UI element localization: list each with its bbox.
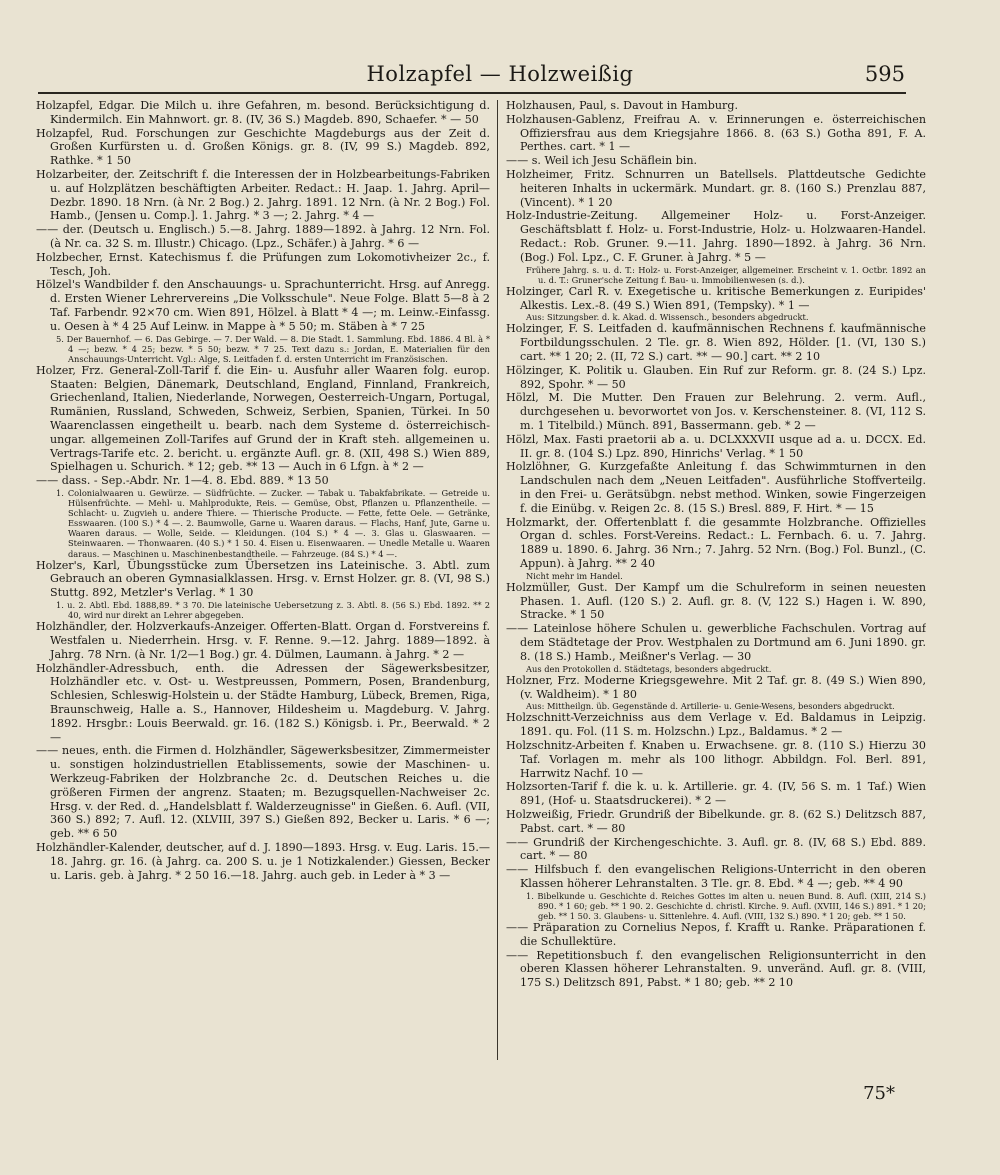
bibliography-entry: Hölzl, Max. Fasti praetorii ab a. u. DCLXXXVII usque ad a. u. DCCX. Ed. II. gr. 8. (104 S.) Lpz. 890, Hinrichs' Verlag. * 1 50 (506, 432, 926, 460)
left-column (36, 99, 490, 882)
bibliography-entry: —— neues, enth. die Firmen d. Holzhändler, Sägewerksbesitzer, Zimmermeister u. sonstigen holzindustriellen Etablissements, sowie der Maschinen- u. Werkzeug-Fabriken der Holzbranche 2c. d. Deutschen Reiches u. die größeren Firmen der angrenz. Staaten; m. Bezugsquellen-Nachweiser 2c. Hrsg. v. der Red. d. „Handelsblatt f. Walderzeugnisse" in Gießen. 6. Aufl. (VII, 360 S.) 892; 7. Aufl. 12. (XLVIII, 397 S.) Gießen 892, Becker u. Laris. * 6 —; geb. ** 6 50 (36, 744, 490, 841)
bibliography-entry: Holzhändler, der. Holzverkaufs-Anzeiger. Offerten-Blatt. Organ d. Forstvereins f. Westfalen u. Niederrhein. Hrsg. v. F. Renne. 9.—12. Jahrg. 1889—1892. à Jahrg. 78 Nrn. (à Nr. 1/2—1 Bog.) gr. 4. Dülmen, Laumann. à Jahrg. * 2 — (36, 620, 490, 661)
bibliography-entry: Holzhändler-Adressbuch, enth. die Adressen der Sägewerksbesitzer, Holzhändler etc. v. Ost- u. Westpreussen, Pommern, Posen, Brandenburg, Schlesien, Schleswig-Holstein u. der Städte Hamburg, Lübeck, Bremen, Riga, Braunschweig, Halle a. S., Hannover, Hildesheim u. Magdeburg. V. Jahrg. 1892. Hrsgbr.: Louis Beerwald. gr. 16. (182 S.) Königsb. i. Pr., Beerwald. * 2 — (36, 661, 490, 744)
bibliography-entry: —— dass. - Sep.-Abdr. Nr. 1—4. 8. Ebd. 889. * 13 50 (36, 474, 329, 488)
bibliography-entry: Holz-Industrie-Zeitung. Allgemeiner Holz- u. Forst-Anzeiger. Geschäftsblatt f. Holz- u. Forst-Industrie, Holz- u. Holzwaaren-Handel. Redact.: Rob. Gruner. 9.—11. Jahrg. 1890—1892. à Jahrg. 36 Nrn. (Bog.) Fol. Lpz., C. F. Gruner. à Jahrg. * 5 — (506, 209, 926, 264)
header-rule (38, 92, 906, 94)
entry-note: Aus den Protokollen d. Städtetags, besonders abgedruckt. (526, 663, 772, 674)
bibliography-entry: Hölzl, M. Die Mutter. Den Frauen zur Belehrung. 2. verm. Aufl., durchgesehen u. bevorwortet von Jos. v. Kerschensteiner. 8. (VI, 112 S. m. 1 Titelbild.) Münch. 891, Bassermann. geb. * 2 — (506, 391, 926, 433)
bibliography-entry: Holzlöhner, G. Kurzgefaßte Anleitung f. das Schwimmturnen in den Landschulen nach dem „Neuen Leitfaden". Ausführliche Stoffverteilg. in den Frei- u. Gerätsübgn. nebst method. Winken, sowie Fingerzeigen f. die Einübg. v. Reigen 2c. 8. (15 S.) Bresl. 889, F. Hirt. * — 15 (506, 460, 926, 515)
bibliography-entry: Holzer's, Karl, Übungsstücke zum Übersetzen ins Lateinische. 3. Abtl. zum Gebrauch an oberen Gymnasialklassen. Hrsg. v. Ernst Holzer. gr. 8. (VI, 98 S.) Stuttg. 892, Metzler's Verlag. * 1 30 (36, 558, 490, 600)
bibliography-entry: Holzmarkt, der. Offertenblatt f. die gesammte Holzbranche. Offizielles Organ d. schles. Forst-Vereins. Redact.: L. Fernbach. 6. u. 7. Jahrg. 1889 u. 1890. 6. Jahrg. 36 Nrn.; 7. Jahrg. 52 Nrn. (Bog.) Fol. Bunzl., (C. Appun). à Jahrg. ** 2 40 (506, 515, 926, 570)
bibliography-entry: —— der. (Deutsch u. Englisch.) 5.—8. Jahrg. 1889—1892. à Jahrg. 12 Nrn. Fol. (à Nr. ca. 32 S. m. Illustr.) Chicago. (Lpz., Schäfer.) à Jahrg. * 6 — (36, 223, 490, 250)
bibliography-entry: —— Repetitionsbuch f. den evangelischen Religionsunterricht in den oberen Klassen höherer Lehranstalten. 9. unveränd. Aufl. gr. 8. (VIII, 175 S.) Delitzsch 891, Pabst. * 1 80; geb. ** 2 10 (506, 948, 926, 990)
bibliography-entry: Holzapfel, Rud. Forschungen zur Geschichte Magdeburgs aus der Zeit d. Großen Kurfürsten u. d. Großen Königs. gr. 8. (IV, 99 S.) Magdeb. 892, Rathke. * 1 50 (36, 126, 490, 168)
bibliography-entry: Holzhändler-Kalender, deutscher, auf d. J. 1890—1893. Hrsg. v. Eug. Laris. 15.—18. Jahrg. gr. 16. (à Jahrg. ca. 200 S. u. je 1 Notizkalender.) Giessen, Becker u. Laris. geb. à Jahrg. * 2 50 16.—18. Jahrg. auch geb. in Leder à * 3 — (36, 840, 490, 882)
bibliography-entry: —— Präparation zu Cornelius Nepos, f. Krafft u. Ranke. Präparationen f. die Schullektüre. (506, 921, 926, 948)
bibliography-entry: Holzmüller, Gust. Der Kampf um die Schulreform in seinen neuesten Phasen. 1. Aufl. (120 S.) 2. Aufl. gr. 8. (V, 122 S.) Hagen i. W. 890, Stracke. * 1 50 (506, 580, 926, 622)
entry-note: Aus: Sitzungsber. d. k. Akad. d. Wissensch., besonders abgedruckt. (526, 312, 809, 323)
bibliography-entry: Holzinger, F. S. Leitfaden d. kaufmännischen Rechnens f. kaufmännische Fortbildungsschulen. 2 Tle. gr. 8. Wien 892, Hölder. [1. (VI, 130 S.) cart. ** 1 20; 2. (II, 72 S.) cart. ** — 90.] cart. ** 2 10 (506, 322, 926, 364)
bibliography-entry: Holzweißig, Friedr. Grundriß der Bibelkunde. gr. 8. (62 S.) Delitzsch 887, Pabst. cart. * — 80 (506, 808, 926, 835)
bibliography-entry: Holzbecher, Ernst. Katechismus f. die Prüfungen zum Lokomotivheizer 2c., f. Tesch, Joh. (36, 250, 490, 278)
bibliography-entry: Hölzel's Wandbilder f. den Anschauungs- u. Sprachunterricht. Hrsg. auf Anregg. d. Ersten Wiener Lehrervereins „Die Volksschule". Neue Folge. Blatt 5—8 à 2 Taf. Farbendr. 92×70 cm. Wien 891, Hölzel. à Blatt * 4 —; m. Leinw.-Einfassg. u. Oesen à * 4 25 Auf Leinw. in Mappe à * 5 50; m. Stäben à * 7 25 (36, 278, 490, 333)
entry-note: 1. Bibelkunde u. Geschichte d. Reiches Gottes im alten u. neuen Bund. 8. Aufl. (XIII, 214 S.) 890. * 1 60; geb. ** 1 90. 2. Geschichte d. christl. Kirche. 9. Aufl. (XVIII, 146 S.) 891. * 1 20; geb. ** 1 50. 3. Glaubens- u. Sittenlehre. 4. Aufl. (VIII, 132 S.) 890. * 1 20; geb. ** 1 50. (526, 890, 926, 921)
bibliography-entry: Holzner, Frz. Moderne Kriegsgewehre. Mit 2 Taf. gr. 8. (49 S.) Wien 890, (v. Waldheim). * 1 80 (506, 673, 926, 701)
column-divider (497, 100, 498, 1060)
signature-mark: 75* (863, 1083, 895, 1104)
bibliography-entry: Holzinger, Carl R. v. Exegetische u. kritische Bemerkungen z. Euripides' Alkestis. Lex.-8. (49 S.) Wien 891, (Tempsky). * 1 — (506, 284, 926, 312)
bibliography-entry: Holzer, Frz. General-Zoll-Tarif f. die Ein- u. Ausfuhr aller Waaren folg. europ. Staaten: Belgien, Dänemark, Deutschland, England, Finnland, Frankreich, Griechenland, Italien, Niederlande, Norwegen, Oesterreich-Ungarn, Portugal, Rumänien, Russland, Schweden, Schweiz, Serbien, Spanien, Türkei. In 50 Waarenclassen eingetheilt u. bearb. nach dem Systeme d. österreichisch-ungar. allgemeinen Zoll-Tarifes auf Grund der in Kraft steh. allgemeinen u. Vertrags-Tarife etc. 2. bericht. u. ergänzte Aufl. gr. 8. (XII, 498 S.) Wien 889, Spielhagen u. Schurich. * 12; geb. ** 13 — Auch in 6 Lfgn. à * 2 — (36, 363, 490, 474)
entry-note: 1. Colonialwaaren u. Gewürze. — Südfrüchte. — Zucker. — Tabak u. Tabakfabrikate. — Getreide u. Hülsenfrüchte. — Mehl- u. Mahlprodukte, Reis. — Gemüse, Obst, Pflanzen u. Pflanzentheile. — Schlacht- u. Zugvieh u. andere Thiere. — Thierische Producte. — Fette, fette Oele. — Getränke, Esswaaren. (100 S.) * 4 —. 2. Baumwolle, Garne u. Waaren daraus. — Flachs, Hanf, Jute, Garne u. Waaren daraus. — Wolle, Seide. — Kleidungen. (104 S.) * 4 —. 3. Glas u. Glaswaaren. — Steinwaaren. — Thonwaaren. (40 S.) * 1 50. 4. Eisen u. Eisenwaaren. — Unedle Metalle u. Waaren daraus. — Maschinen u. Maschinenbestandtheile. — Fahrzeuge. (84 S.) * 4 —. (56, 488, 490, 559)
entry-note: Aus: Mittheilgn. üb. Gegenstände d. Artillerie- u. Genie-Wesens, besonders abgedruckt. (526, 701, 895, 712)
bibliography-entry: Holzapfel, Edgar. Die Milch u. ihre Gefahren, m. besond. Berücksichtigung d. Kindermilch. Ein Mahnwort. gr. 8. (IV, 36 S.) Magdeb. 890, Schaefer. * — 50 (36, 99, 490, 126)
bibliography-entry: Holzsorten-Tarif f. die k. u. k. Artillerie. gr. 4. (IV, 56 S. m. 1 Taf.) Wien 891, (Hof- u. Staatsdruckerei). * 2 — (506, 780, 926, 808)
entry-note: Frühere Jahrg. s. u. d. T.: Holz- u. Forst-Anzeiger, allgemeiner. Erscheint v. 1. Octbr. 1892 an u. d. T.: Gruner'sche Zeitung f. Bau- u. Immobilienwesen (s. d.). (526, 264, 926, 285)
right-column (506, 99, 926, 990)
bibliography-entry: —— Hilfsbuch f. den evangelischen Religions-Unterricht in den oberen Klassen höherer Lehranstalten. 3 Tle. gr. 8. Ebd. * 4 —; geb. ** 4 90 (506, 863, 926, 890)
running-title: Holzapfel — Holzweißig (366, 62, 634, 86)
entry-note: 5. Der Bauernhof. — 6. Das Gebirge. — 7. Der Wald. — 8. Die Stadt. 1. Sammlung. Ebd. 1886. 4 Bl. à * 4 —; bezw. * 4 25; bezw. * 5 50; bezw. * 7 25. Text dazu s.: Jordan, E. Materialien für den Anschauungs-Unterricht. Vgl.: Alge, S. Leitfaden f. d. ersten Unterricht im Französischen. (56, 333, 490, 364)
bibliography-entry: Holzschnitz-Arbeiten f. Knaben u. Erwachsene. gr. 8. (110 S.) Hierzu 30 Taf. Vorlagen m. mehr als 100 lithogr. Abbildgn. Fol. Berl. 891, Harrwitz Nachf. 10 — (506, 739, 926, 780)
bibliography-entry: —— Lateinlose höhere Schulen u. gewerbliche Fachschulen. Vortrag auf dem Städtetage der Prov. Westphalen zu Dortmund am 6. Juni 1890. gr. 8. (18 S.) Hamb., Meißner's Verlag. — 30 (506, 622, 926, 663)
entry-note: 1. u. 2. Abtl. Ebd. 1888,89. * 3 70. Die lateinische Uebersetzung z. 3. Abtl. 8. (56 S.) Ebd. 1892. ** 2 40, wird nur direkt an Lehrer abgegeben. (56, 600, 490, 621)
bibliography-entry: Hölzinger, K. Politik u. Glauben. Ein Ruf zur Reform. gr. 8. (24 S.) Lpz. 892, Spohr. * — 50 (506, 363, 926, 391)
bibliography-entry: Holzheimer, Fritz. Schnurren un Batellsels. Plattdeutsche Gedichte heiteren Inhalts in uckermärk. Mundart. gr. 8. (160 S.) Prenzlau 887, (Vincent). * 1 20 (506, 167, 926, 209)
entry-note: Nicht mehr im Handel. (526, 570, 623, 581)
bibliography-entry: —— s. Weil ich Jesu Schäflein bin. (506, 154, 698, 168)
bibliography-entry: Holzhausen-Gablenz, Freifrau A. v. Erinnerungen e. österreichischen Offiziersfrau aus dem Kriegsjahre 1866. 8. (63 S.) Gotha 891, F. A. Perthes. cart. * 1 — (506, 112, 926, 154)
bibliography-entry: —— Grundriß der Kirchengeschichte. 3. Aufl. gr. 8. (IV, 68 S.) Ebd. 889. cart. * — 80 (506, 835, 926, 863)
bibliography-entry: Holzschnitt-Verzeichniss aus dem Verlage v. Ed. Baldamus in Leipzig. 1891. qu. Fol. (11 S. m. Holzschn.) Lpz., Baldamus. * 2 — (506, 711, 926, 739)
bibliography-entry: Holzhausen, Paul, s. Davout in Hamburg. (506, 99, 738, 112)
bibliography-entry: Holzarbeiter, der. Zeitschrift f. die Interessen der in Holzbearbeitungs-Fabriken u. auf Holzplätzen beschäftigten Arbeiter. Redact.: H. Jaap. 1. Jahrg. April—Dezbr. 1890. 18 Nrn. (à Nr. 2 Bog.) 2. Jahrg. 1891. 12 Nrn. (à Nr. 2 Bog.) Fol. Hamb., (Jensen u. Comp.]. 1. Jahrg. * 3 —; 2. Jahrg. * 4 — (36, 167, 490, 223)
page-number: 595 (864, 62, 905, 86)
